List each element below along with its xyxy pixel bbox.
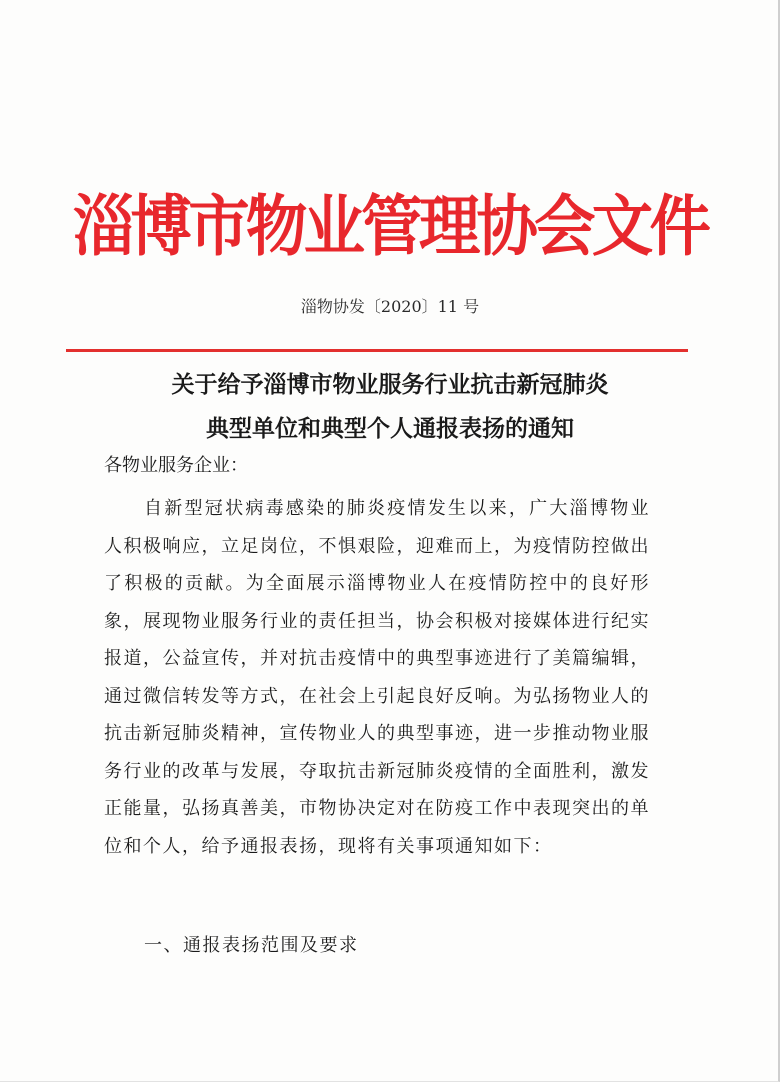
notice-title-line-1: 关于给予淄博市物业服务行业抗击新冠肺炎 xyxy=(171,372,609,398)
salutation: 各物业服务企业： xyxy=(104,455,248,476)
section-heading: 一、通报表扬范围及要求 xyxy=(144,935,359,956)
document-number: 淄物协发〔2020〕11 号 xyxy=(300,297,480,316)
body-paragraph: 自新型冠状病毒感染的肺炎疫情发生以来，广大淄博物业人积极响应，立足岗位，不惧艰险，迎难而上，为疫情防控做出了积极的贡献。为全面展示淄博物业人在疫情防控中的良好形象，展现物业服务行业的责任担当，协会积极对接媒体进行纪实报道，公益宣传，并对抗击疫情中的典型事迹进行了美篇编辑，通过微信转发等方式，在社会上引起良好反响。为弘扬物业人的抗击新冠肺炎精神，宣传物业人的典型事迹，进一步推动物业服务行业的改革与发展，夺取抗击新冠肺炎疫情的全面胜利，激发正能量，弘扬真善美，市物协决定对在防疫工作中表现突出的单位和个人，给予通报表扬，现将有关事项通知如下： xyxy=(104,498,650,857)
document-header-title: 淄博市物业管理协会文件 xyxy=(72,187,708,265)
red-divider-line xyxy=(66,349,688,352)
notice-title-line-2: 典型单位和典型个人通报表扬的通知 xyxy=(206,416,574,442)
